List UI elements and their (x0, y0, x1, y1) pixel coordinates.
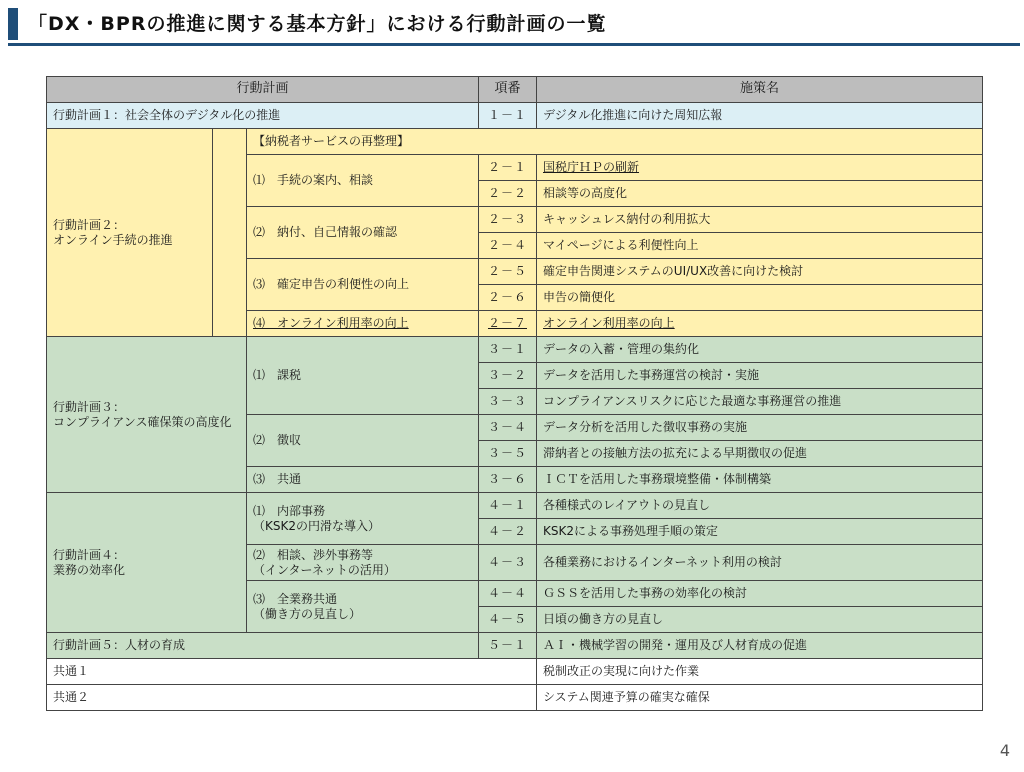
item-no: ４－１ (479, 493, 537, 519)
plan4-group-label (247, 545, 479, 581)
measure-name: 各種様式のレイアウトの見直し (537, 493, 983, 519)
table-row (47, 685, 983, 711)
header-measure: 施策名 (537, 77, 983, 103)
plan2-section: 【納税者サービスの再整理】 (247, 129, 983, 155)
item-no: １－１ (479, 103, 537, 129)
plan2-group-label: ⑶ 確定申告の利便性の向上 (247, 259, 479, 311)
measure-name: 申告の簡便化 (537, 285, 983, 311)
plan4-group-label-line1: ⑵ 相談、渉外事務等 (253, 547, 374, 562)
table-row (47, 633, 983, 659)
item-no: ２－１ (479, 155, 537, 181)
plan4-group-label (247, 581, 479, 633)
page-number: 4 (999, 741, 1010, 760)
measure-name: 国税庁ＨＰの刷新 (537, 155, 983, 181)
measure-name: ＧＳＳを活用した事務の効率化の検討 (537, 581, 983, 607)
item-no: ２－４ (479, 233, 537, 259)
plan2-group-label: ⑵ 納付、自己情報の確認 (247, 207, 479, 259)
measure-name: ＩＣＴを活用した事務環境整備・体制構築 (537, 467, 983, 493)
plan1-label: 行動計画１：社会全体のデジタル化の推進 (47, 103, 479, 129)
plan4-group-label-line2: （KSK2の円滑な導入） (253, 518, 380, 533)
action-plan-table (46, 76, 983, 711)
header-item-no: 項番 (479, 77, 537, 103)
plan4-group-label (247, 493, 479, 545)
measure-name: システム関連予算の確実な確保 (537, 685, 983, 711)
plan4-group-label-line2: （インターネットの活用） (253, 562, 396, 577)
measure-name: 日頃の働き方の見直し (537, 607, 983, 633)
item-no: ２－５ (479, 259, 537, 285)
header-plan: 行動計画 (47, 77, 479, 103)
plan2-label-line2: オンライン手続の推進 (53, 232, 173, 247)
table-row (47, 129, 983, 155)
measure-name: 税制改正の実現に向けた作業 (537, 659, 983, 685)
measure-name: コンプライアンスリスクに応じた最適な事務運営の推進 (537, 389, 983, 415)
measure-name: KSK2による事務処理手順の策定 (537, 519, 983, 545)
measure-name: キャッシュレス納付の利用拡大 (537, 207, 983, 233)
plan3-label (47, 337, 247, 493)
item-no: ３－４ (479, 415, 537, 441)
measure-name: ＡＩ・機械学習の開発・運用及び人材育成の促進 (537, 633, 983, 659)
plan2-label-line1: 行動計画２： (53, 217, 126, 232)
table-row (47, 103, 983, 129)
item-no: ４－２ (479, 519, 537, 545)
item-no: ２－２ (479, 181, 537, 207)
item-no: ３－３ (479, 389, 537, 415)
measure-name: オンライン利用率の向上 (537, 311, 983, 337)
plan3-label-line1: 行動計画３： (53, 399, 126, 414)
item-no: ３－２ (479, 363, 537, 389)
plan3-label-line2: コンプライアンス確保策の高度化 (53, 414, 232, 429)
plan3-group-label: ⑵ 徴収 (247, 415, 479, 467)
item-no: ４－５ (479, 607, 537, 633)
measure-name: 滞納者との接触方法の拡充による早期徴収の促進 (537, 441, 983, 467)
plan4-group-label-line1: ⑶ 全業務共通 (253, 591, 338, 606)
item-no: ３－１ (479, 337, 537, 363)
plan4-label (47, 493, 247, 633)
item-no: ４－３ (479, 545, 537, 581)
item-no: ２－７ (479, 311, 537, 337)
plan5-label: 行動計画５：人材の育成 (47, 633, 479, 659)
title-underline (8, 43, 1020, 46)
table-row (47, 337, 983, 363)
table-header-row (47, 77, 983, 103)
common2-label: 共通２ (47, 685, 537, 711)
measure-name: 確定申告関連システムのUI/UX改善に向けた検討 (537, 259, 983, 285)
plan4-label-line1: 行動計画４： (53, 547, 126, 562)
plan4-group-label-line2: （働き方の見直し） (253, 606, 362, 621)
plan2-indent (213, 129, 247, 337)
plan2-label (47, 129, 213, 337)
measure-name: 各種業務におけるインターネット利用の検討 (537, 545, 983, 581)
item-no: ５－１ (479, 633, 537, 659)
plan4-group-label-line1: ⑴ 内部事務 (253, 503, 326, 518)
measure-name: データの入蓄・管理の集約化 (537, 337, 983, 363)
title-accent-bar (8, 8, 18, 40)
item-no: ３－６ (479, 467, 537, 493)
measure-name: データを活用した事務運営の検討・実施 (537, 363, 983, 389)
plan3-group-label: ⑶ 共通 (247, 467, 479, 493)
plan3-group-label: ⑴ 課税 (247, 337, 479, 415)
measure-name: デジタル化推進に向けた周知広報 (537, 103, 983, 129)
plan2-group-label: ⑴ 手続の案内、相談 (247, 155, 479, 207)
table-row (47, 493, 983, 519)
page-title: 「DX・BPRの推進に関する基本方針」における行動計画の一覧 (28, 13, 607, 35)
common1-label: 共通１ (47, 659, 537, 685)
item-no: ２－３ (479, 207, 537, 233)
item-no: ３－５ (479, 441, 537, 467)
item-no: ４－４ (479, 581, 537, 607)
measure-name: 相談等の高度化 (537, 181, 983, 207)
measure-name: データ分析を活用した徴収事務の実施 (537, 415, 983, 441)
plan2-group-label: ⑷ オンライン利用率の向上 (247, 311, 479, 337)
table-row (47, 659, 983, 685)
plan4-label-line2: 業務の効率化 (53, 562, 126, 577)
item-no: ２－６ (479, 285, 537, 311)
measure-name: マイページによる利便性向上 (537, 233, 983, 259)
